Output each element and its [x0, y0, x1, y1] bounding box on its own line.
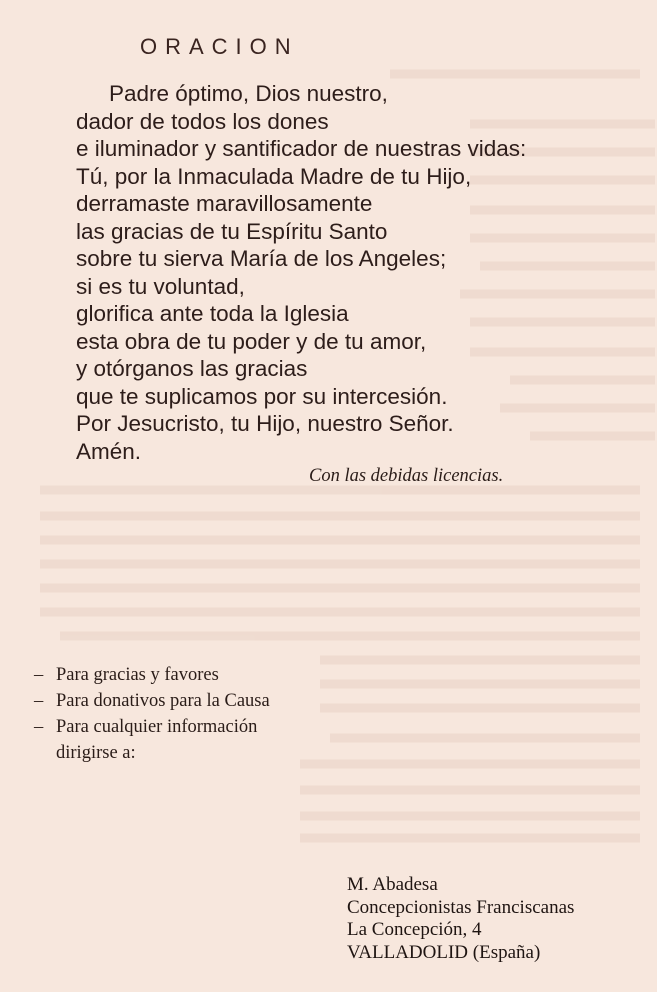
prayer-line: Padre óptimo, Dios nuestro,	[109, 81, 388, 106]
prayer-line: dador de todos los dones	[76, 108, 329, 134]
dash-bullet: –	[34, 665, 44, 685]
list-item-text: Para donativos para la Causa	[56, 691, 270, 711]
postal-address	[347, 874, 574, 964]
prayer-line: sobre tu sierva María de los Angeles;	[76, 246, 447, 271]
dash-bullet: –	[34, 691, 44, 711]
prayer-line: Tú, por la Inmaculada Madre de tu Hijo,	[76, 163, 472, 189]
prayer-line: Por Jesucristo, tu Hijo, nuestro Señor.	[76, 411, 454, 436]
prayer-line: e iluminador y santificador de nuestras vidas:	[76, 136, 527, 161]
prayer-line: que te suplicamos por su intercesión.	[76, 383, 448, 409]
licencias-note: Con las debidas licencias.	[309, 466, 504, 486]
address-line: M. Abadesa	[347, 874, 438, 895]
list-item	[34, 688, 270, 714]
address-line: Concepcionistas Franciscanas	[347, 896, 575, 918]
address-line: VALLADOLID (España)	[347, 941, 541, 963]
dash-bullet: –	[34, 717, 44, 737]
prayer-line: esta obra de tu poder y de tu amor,	[76, 328, 427, 354]
prayer-line: si es tu voluntad,	[76, 273, 245, 299]
contact-purpose-list	[34, 662, 270, 766]
address-line: La Concepción, 4	[347, 919, 482, 940]
prayer-line: glorifica ante toda la Iglesia	[76, 301, 349, 326]
prayer-line: las gracias de tu Espíritu Santo	[76, 218, 388, 244]
prayer-text	[76, 80, 526, 465]
list-item-text: Para gracias y favores	[56, 665, 219, 685]
prayer-title: ORACION	[140, 34, 299, 59]
list-item	[34, 714, 270, 740]
list-continuation: dirigirse a:	[56, 743, 136, 763]
prayer-line: Amén.	[76, 438, 142, 464]
prayer-line: derramaste maravillosamente	[76, 191, 373, 216]
prayer-line: y otórganos las gracias	[76, 356, 308, 381]
list-item-text: Para cualquier información	[56, 717, 258, 737]
list-item	[34, 662, 270, 688]
